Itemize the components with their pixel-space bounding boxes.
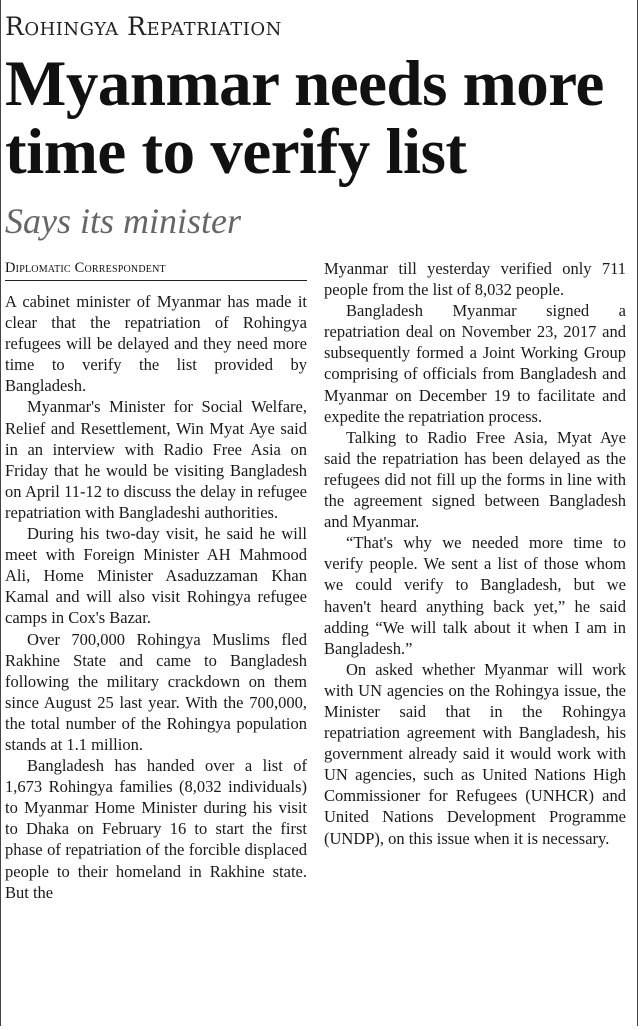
headline: Myanmar needs more time to verify list: [5, 48, 604, 188]
paragraph-continued: Myanmar till yesterday verified only 711 people from the list of 8,032 people.: [324, 259, 626, 300]
paragraph: Myanmar's Minister for Social Welfare, Relief and Resettlement, Win Myat Aye said in an interview with Radio Free Asia on Friday that he would be visiting Bangladesh on April 11-12 to discuss the delay in refugee repatriation with Bangladeshi authorities.: [5, 397, 307, 522]
byline: Diplomatic Correspondent: [5, 258, 307, 281]
paragraph: On asked whether Myanmar will work with UN agencies on the Rohingya issue, the Minister said that in the Rohingya repatriation agreement with Bangladesh, his government already said it would work with UN agencies, such as United Nations High Commissioner for Refugees (UNHCR) and United Nations Development Programme (UNDP), on this issue when it is necessary.: [324, 659, 626, 848]
subheadline: Says its minister: [5, 201, 242, 241]
paragraph: “That's why we needed more time to verify people. We sent a list of those whom we could verify to Bangladesh, but we haven't heard anything back yet,” he said adding “We will talk about it when I am in Bangladesh.”: [324, 533, 626, 658]
paragraph: Bangladesh has handed over a list of 1,673 Rohingya families (8,032 individuals) to Myanmar Home Minister during his visit to Dhaka on February 16 to start the first phase of repatriation of the forcible displaced people to their homeland in Rakhine state. But the: [5, 756, 307, 902]
paragraph: Bangladesh Myanmar signed a repatriation deal on November 23, 2017 and subsequently formed a Joint Working Group comprising of officials from Bangladesh and Myanmar on December 19 to facilitate and expedite the repatriation process.: [324, 301, 626, 426]
article-column-right: [324, 258, 626, 849]
section-kicker: Rohingya Repatriation: [5, 12, 282, 41]
paragraph: During his two-day visit, he said he will meet with Foreign Minister AH Mahmood Ali, Home Minister Asaduzzaman Khan Kamal and will also visit Rohingya refugee camps in Cox's Bazar.: [5, 524, 307, 628]
paragraph: Talking to Radio Free Asia, Myat Aye said the repatriation has been delayed as the refugees did not fill up the forms in line with the agreement signed between Bangladesh and Myanmar.: [324, 427, 626, 532]
paragraph: A cabinet minister of Myanmar has made it clear that the repatriation of Rohingya refugees will be delayed and they need more time to verify the list provided by Bangladesh.: [5, 292, 307, 396]
paragraph: Over 700,000 Rohingya Muslims fled Rakhine State and came to Bangladesh following the military crackdown on them since August 25 last year. With the 700,000, the total number of the Rohingya population stands at 1.1 million.: [5, 629, 307, 754]
article-column-left: [5, 258, 307, 903]
